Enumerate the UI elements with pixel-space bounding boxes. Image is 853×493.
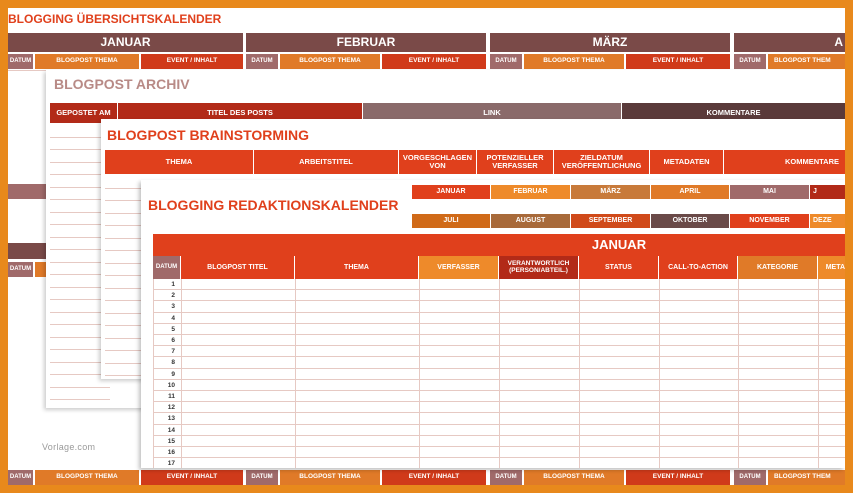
- overview-sub-datum-2: DATUM: [246, 54, 278, 69]
- brain-rows-rowline: [105, 275, 145, 276]
- overview-sub-thema-2: BLOGPOST THEMA: [280, 54, 380, 69]
- editorial-grid-colline: [419, 279, 420, 468]
- overview-sub-datum-1: DATUM: [8, 54, 33, 69]
- editorial-grid-colline: [499, 279, 500, 468]
- overview-bsub-thema-1: BLOGPOST THEMA: [35, 470, 139, 485]
- editorial-grid-colline: [181, 279, 182, 468]
- editorial-row-number: 8: [171, 359, 175, 367]
- brainstorming-col-verfasser: [477, 150, 553, 174]
- overview-sub-datum-5: DATUM: [8, 262, 33, 277]
- archive-col-gepostet: GEPOSTET AM: [50, 103, 117, 123]
- overview-month-februar: FEBRUAR: [246, 33, 486, 52]
- overview-bsub-datum-4: DATUM: [734, 470, 766, 485]
- editorial-month-banner: JANUAR: [153, 234, 845, 256]
- brainstorming-rows: [105, 175, 145, 379]
- month-button-januar[interactable]: JANUAR: [412, 185, 490, 199]
- brainstorming-col-vorgeschlagen-label: VORGESCHLAGEN VON: [402, 153, 473, 170]
- overview-sub-datum-3: DATUM: [490, 54, 522, 69]
- editorial-row-number: 3: [171, 303, 175, 311]
- editorial-grid-colline: [153, 279, 154, 468]
- overview-sub-event-2: EVENT / INHALT: [382, 54, 486, 69]
- editorial-col-thema: THEMA: [295, 256, 418, 279]
- month-button-september[interactable]: SEPTEMBER: [571, 214, 650, 228]
- overview-title: BLOGGING ÜBERSICHTSKALENDER: [8, 12, 222, 26]
- month-button-november[interactable]: NOVEMBER: [730, 214, 809, 228]
- brain-rows-rowline: [105, 338, 145, 339]
- editorial-row-number: 17: [167, 460, 175, 468]
- overview-bsub-thema-2: BLOGPOST THEMA: [280, 470, 380, 485]
- brainstorming-col-thema: THEMA: [105, 150, 253, 174]
- overview-sub-thema-3: BLOGPOST THEMA: [524, 54, 624, 69]
- editorial-row-number: 4: [171, 314, 175, 322]
- month-button-dezember[interactable]: DEZE: [810, 214, 845, 228]
- editorial-row-number: 10: [167, 381, 175, 389]
- brain-rows-rowline: [105, 363, 145, 364]
- overview-bsub-datum-2: DATUM: [246, 470, 278, 485]
- overview-bsub-event-2: EVENT / INHALT: [382, 470, 486, 485]
- brainstorming-col-arbeitstitel: ARBEITSTITEL: [254, 150, 398, 174]
- editorial-title: BLOGGING REDAKTIONSKALENDER: [148, 197, 399, 213]
- brain-rows-rowline: [105, 200, 145, 201]
- editorial-row-number: 16: [167, 449, 175, 456]
- brain-rows-rowline: [105, 188, 145, 189]
- screenshot-frame: [8, 8, 845, 485]
- overview-month-april: A: [734, 33, 845, 52]
- editorial-col-cta: CALL-TO-ACTION: [659, 256, 737, 279]
- brainstorming-col-kommentare: KOMMENTARE: [724, 150, 845, 174]
- editorial-row-number: 5: [171, 325, 175, 333]
- editorial-sheet: [141, 180, 845, 468]
- editorial-col-meta: META: [818, 256, 845, 279]
- editorial-col-titel: BLOGPOST TITEL: [181, 256, 294, 279]
- editorial-col-verantwortlich-label: VERANTWORTLICH (PERSON/ABTEIL.): [507, 259, 570, 274]
- editorial-row-number: 1: [171, 281, 175, 288]
- editorial-row-number: 15: [167, 437, 175, 445]
- overview-band-left-1: [8, 184, 48, 199]
- month-button-august[interactable]: AUGUST: [491, 214, 570, 228]
- editorial-row-number: 12: [167, 404, 175, 412]
- brainstorming-col-vorgeschlagen: [399, 150, 476, 174]
- editorial-col-kategorie: KATEGORIE: [738, 256, 817, 279]
- editorial-grid: [153, 279, 845, 468]
- editorial-col-verfasser: VERFASSER: [419, 256, 498, 279]
- editorial-row-number: 6: [171, 337, 175, 344]
- overview-month-januar: JANUAR: [8, 33, 243, 52]
- archive-col-link: LINK: [363, 103, 621, 123]
- editorial-grid-colline: [295, 279, 296, 468]
- brain-rows-rowline: [105, 288, 145, 289]
- editorial-row-number: 7: [171, 348, 175, 356]
- overview-month-maerz: MÄRZ: [490, 33, 730, 52]
- editorial-grid-colline: [579, 279, 580, 468]
- month-button-mai[interactable]: MAI: [730, 185, 809, 199]
- month-button-juni[interactable]: J: [810, 185, 845, 199]
- archive-title: BLOGPOST ARCHIV: [54, 76, 190, 92]
- editorial-grid-colline: [818, 279, 819, 468]
- editorial-row-number: 2: [171, 292, 175, 300]
- editorial-col-status: STATUS: [579, 256, 658, 279]
- overview-bsub-event-1: EVENT / INHALT: [141, 470, 243, 485]
- overview-sub-thema-4: BLOGPOST THEM: [768, 54, 845, 69]
- editorial-grid-colline: [659, 279, 660, 468]
- overview-sub-event-1: EVENT / INHALT: [141, 54, 243, 69]
- brain-rows-rowline: [105, 238, 145, 239]
- overview-bsub-thema-4: BLOGPOST THEM: [768, 470, 845, 485]
- overview-grid-left: [8, 70, 48, 71]
- brain-rows-rowline: [105, 263, 145, 264]
- watermark-text: Vorlage.com: [42, 442, 96, 452]
- brainstorming-col-zieldatum-label: ZIELDATUM VERÖFFENTLICHUNG: [561, 153, 642, 170]
- editorial-col-verantwortlich: [499, 256, 578, 279]
- overview-sub-thema-1: BLOGPOST THEMA: [35, 54, 139, 69]
- month-button-maerz[interactable]: MÄRZ: [571, 185, 650, 199]
- month-button-juli[interactable]: JULI: [412, 214, 490, 228]
- editorial-row-number: 9: [171, 370, 175, 378]
- editorial-col-datum: DATUM: [153, 256, 180, 279]
- month-button-februar[interactable]: FEBRUAR: [491, 185, 570, 199]
- brain-rows-rowline: [105, 250, 145, 251]
- overview-sub-event-3: EVENT / INHALT: [626, 54, 730, 69]
- brain-rows-rowline: [105, 375, 145, 376]
- brainstorming-col-metadaten: METADATEN: [650, 150, 723, 174]
- archive-col-kommentare: KOMMENTARE: [622, 103, 845, 123]
- overview-bsub-event-3: EVENT / INHALT: [626, 470, 730, 485]
- archive-rows-rowline: [50, 399, 110, 400]
- month-button-april[interactable]: APRIL: [651, 185, 729, 199]
- editorial-row-number: 11: [168, 393, 175, 400]
- brain-rows-rowline: [105, 225, 145, 226]
- archive-col-titel: TITEL DES POSTS: [118, 103, 362, 123]
- brain-rows-rowline: [105, 350, 145, 351]
- editorial-row-number: 14: [167, 426, 175, 434]
- editorial-grid-colline: [738, 279, 739, 468]
- brainstorming-title: BLOGPOST BRAINSTORMING: [107, 127, 309, 143]
- archive-rows-rowline: [50, 387, 110, 388]
- editorial-row-number: 13: [167, 415, 175, 423]
- brain-rows-rowline: [105, 300, 145, 301]
- overview-bsub-thema-3: BLOGPOST THEMA: [524, 470, 624, 485]
- brain-rows-rowline: [105, 313, 145, 314]
- overview-bsub-datum-3: DATUM: [490, 470, 522, 485]
- overview-band-left-2: [8, 243, 48, 259]
- brain-rows-rowline: [105, 325, 145, 326]
- brain-rows-rowline: [105, 213, 145, 214]
- overview-sub-datum-4: DATUM: [734, 54, 766, 69]
- overview-bsub-datum-1: DATUM: [8, 470, 33, 485]
- month-button-oktober[interactable]: OKTOBER: [651, 214, 729, 228]
- brainstorming-col-zieldatum: [554, 150, 649, 174]
- brainstorming-col-verfasser-label: POTENZIELLER VERFASSER: [486, 153, 544, 170]
